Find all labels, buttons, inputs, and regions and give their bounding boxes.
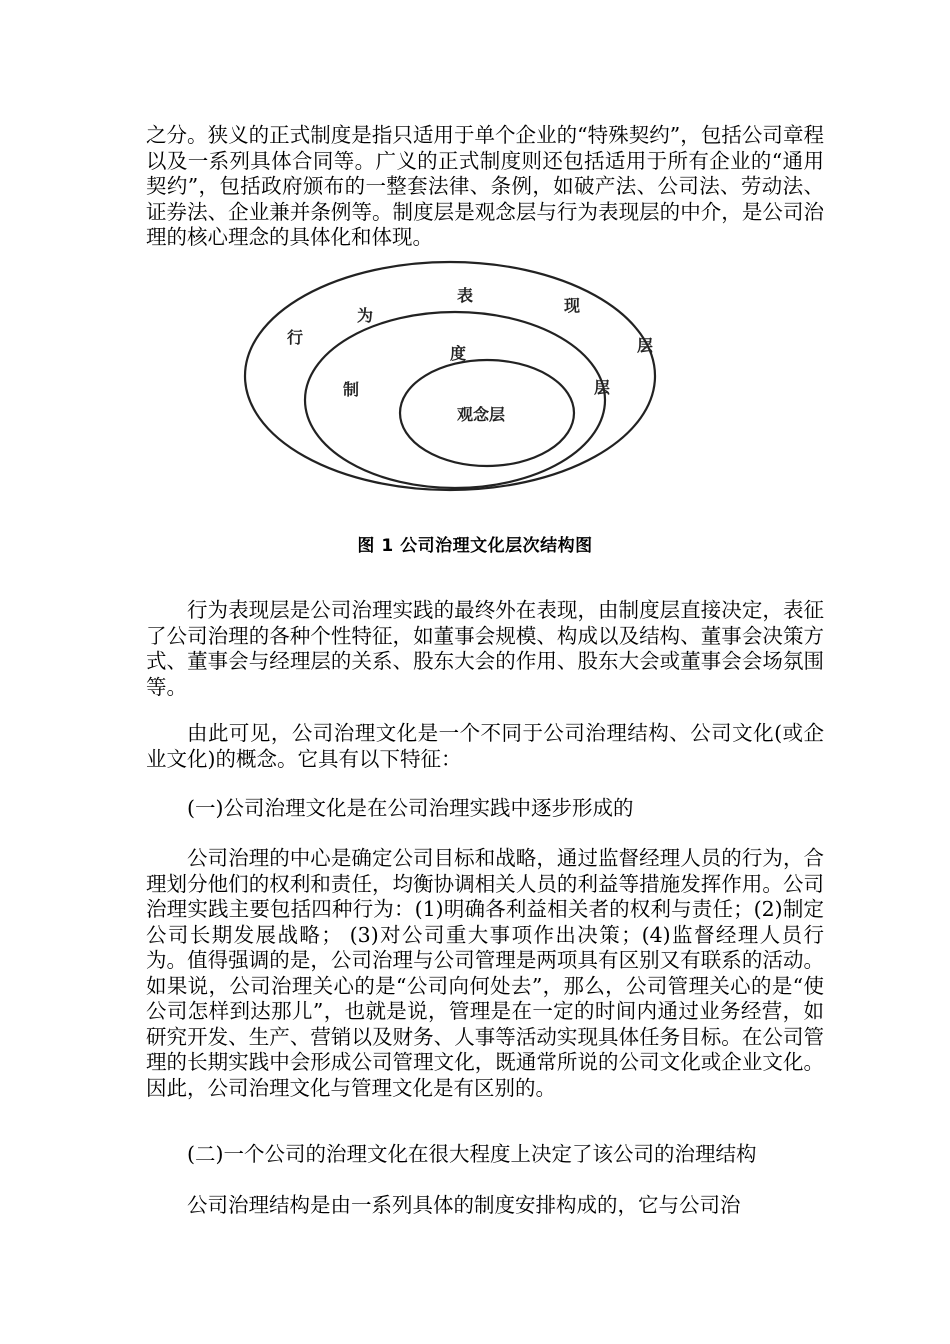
outer-label-char-3: 表	[457, 286, 474, 305]
outer-label-char-5: 层	[637, 336, 654, 355]
outer-label-char-1: 行	[287, 328, 304, 347]
paragraph-governance: 公司治理的中心是确定公司目标和战略，通过监督经理人员的行为，合理划分他们的权利和责任，均衡协调相关人员的利益等措施发挥作用。公司治理实践主要包括四种行为：(1)明确各利益相关者的权利与责任；(2)制定公司长期发展战略； (3)对公司重大事项作出决策；(4)监督经理人员行为。值得强调的是，公司治理与公司管理是两项具有区别又有联系的活动。如果说，公司治理关心的是“公司向何处去”，那么，公司管理关心的是“使公司怎样到达那儿”，也就是说，管理是在一定的时间内通过业务经营，如研究开发、生产、营销以及财务、人事等活动实现具体任务目标。在公司管理的长期实践中会形成公司管理文化，既通常所说的公司文化或企业文化。因此，公司治理文化与管理文化是有区别的。	[146, 846, 824, 1100]
middle-label-char-3: 层	[594, 378, 611, 397]
section-heading-one: (一)公司治理文化是在公司治理实践中逐步形成的	[187, 796, 634, 820]
paragraph-structure: 公司治理结构是由一系列具体的制度安排构成的，它与公司治	[187, 1193, 741, 1217]
middle-label-char-2: 度	[450, 344, 467, 363]
outer-label-char-2: 为	[357, 306, 374, 325]
outer-ellipse-behavior-layer	[245, 262, 655, 490]
outer-label-char-4: 现	[564, 296, 581, 315]
inner-label: 观念层	[457, 405, 506, 424]
middle-label-char-1: 制	[343, 380, 360, 399]
paragraph-conclusion: 由此可见，公司治理文化是一个不同于公司治理结构、公司文化(或企业文化)的概念。它具有以下特征：	[146, 721, 824, 771]
hierarchy-diagram	[236, 250, 666, 520]
section-heading-two: (二)一个公司的治理文化在很大程度上决定了该公司的治理结构	[187, 1142, 757, 1166]
paragraph-intro: 之分。狭义的正式制度是指只适用于单个企业的“特殊契约”，包括公司章程以及一系列具体合同等。广义的正式制度则还包括适用于所有企业的“通用契约”，包括政府颁布的一整套法律、条例，如破产法、公司法、劳动法、证券法、企业兼并条例等。制度层是观念层与行为表现层的中介，是公司治理的核心理念的具体化和体现。	[146, 123, 824, 249]
paragraph-behavior-layer: 行为表现层是公司治理实践的最终外在表现，由制度层直接决定，表征了公司治理的各种个性特征，如董事会规模、构成以及结构、董事会决策方式、董事会与经理层的关系、股东大会的作用、股东大会或董事会会场氛围等。	[146, 598, 824, 699]
figure-caption: 图 1 公司治理文化层次结构图	[357, 536, 593, 556]
